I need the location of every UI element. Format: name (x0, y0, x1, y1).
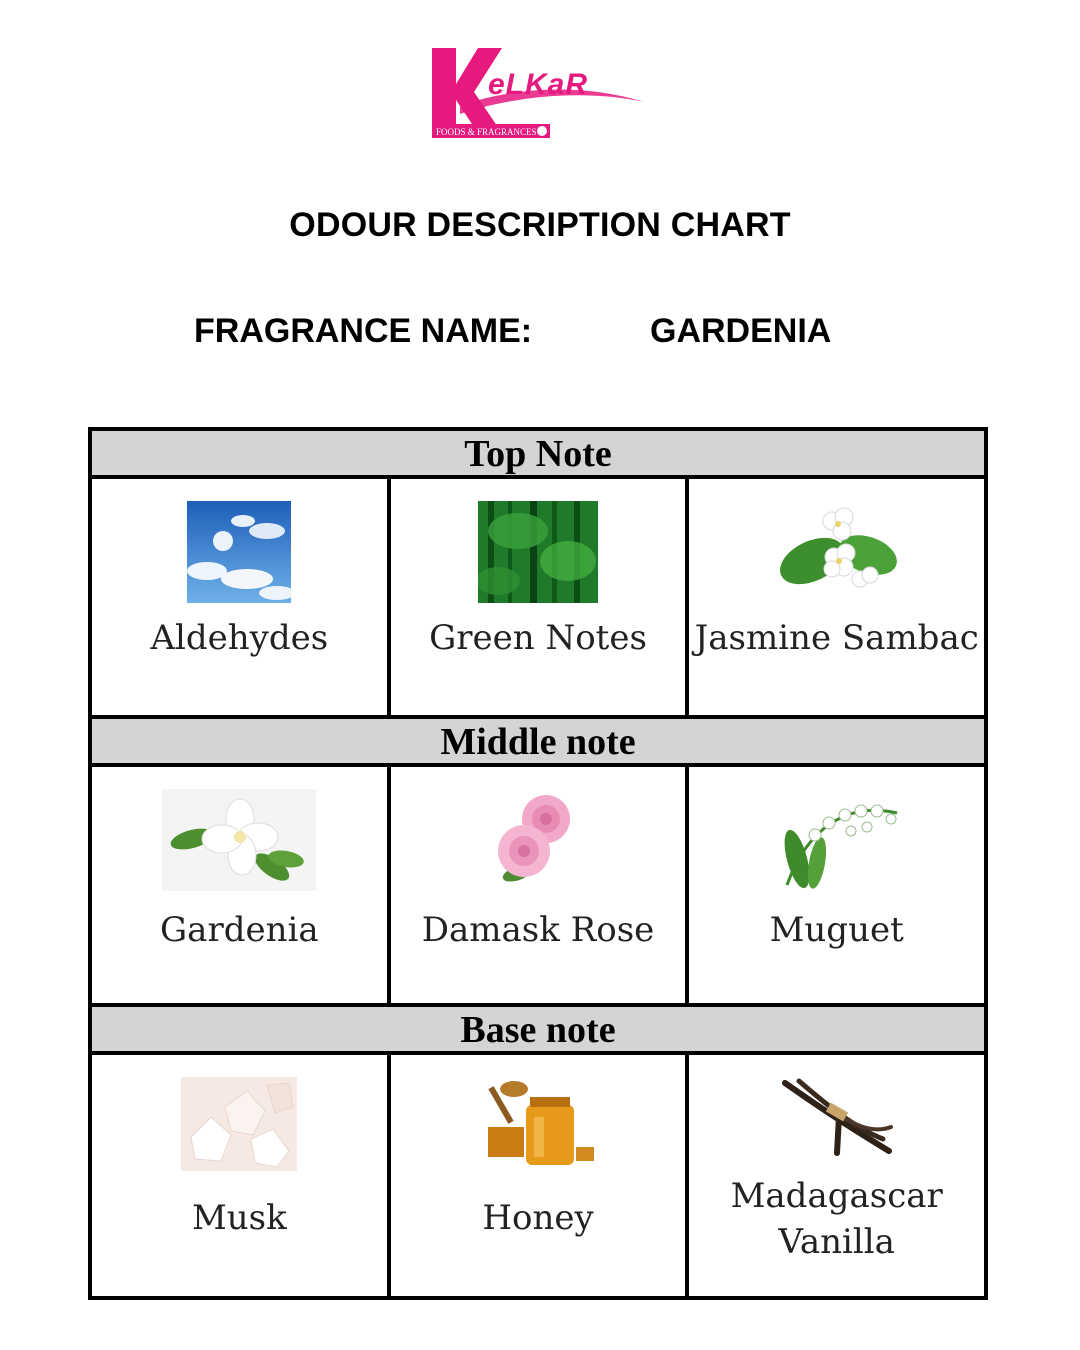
note-label: Jasmine Sambac (694, 618, 979, 658)
honey-jar-icon (478, 1077, 598, 1171)
note-label: Musk (191, 1198, 287, 1238)
note-cell (391, 1055, 690, 1296)
lily-of-the-valley-icon (767, 789, 907, 891)
note-cell (689, 767, 984, 1003)
note-label: Damask Rose (421, 910, 655, 950)
note-cell (92, 767, 391, 1003)
note-label: Madagascar Vanilla (730, 1176, 943, 1262)
fragrance-name-label: FRAGRANCE NAME: (194, 312, 533, 350)
note-label: Aldehydes (150, 618, 329, 658)
note-label: Honey (482, 1198, 594, 1238)
middle-note-header: Middle note (92, 719, 984, 767)
base-note-header: Base note (92, 1007, 984, 1055)
rose-flower-icon (488, 789, 588, 891)
top-note-row (92, 479, 984, 719)
note-cell (92, 1055, 391, 1296)
middle-note-row (92, 767, 984, 1007)
fragrance-name-value: GARDENIA (650, 312, 832, 350)
note-cell (391, 767, 690, 1003)
odour-chart (88, 427, 988, 1300)
gardenia-flower-icon (162, 789, 316, 891)
jasmine-flower-icon (772, 501, 902, 603)
svg-text:FOODS & FRAGRANCES: FOODS & FRAGRANCES (436, 127, 537, 137)
base-note-row (92, 1055, 984, 1296)
note-label: Muguet (769, 910, 904, 950)
kelkar-logo (430, 44, 650, 144)
note-label: Green Notes (429, 618, 647, 658)
page-title: ODOUR DESCRIPTION CHART (289, 206, 791, 244)
svg-text:eLKaR: eLKaR (488, 68, 589, 101)
top-note-header: Top Note (92, 431, 984, 479)
note-cell (689, 479, 984, 715)
note-cell (92, 479, 391, 715)
sky-clouds-icon (187, 501, 291, 603)
note-cell (391, 479, 690, 715)
musk-crystals-icon (181, 1077, 297, 1171)
vanilla-pods-icon (779, 1077, 895, 1157)
forest-icon (478, 501, 598, 603)
note-label: Gardenia (160, 910, 319, 950)
note-cell (689, 1055, 984, 1296)
